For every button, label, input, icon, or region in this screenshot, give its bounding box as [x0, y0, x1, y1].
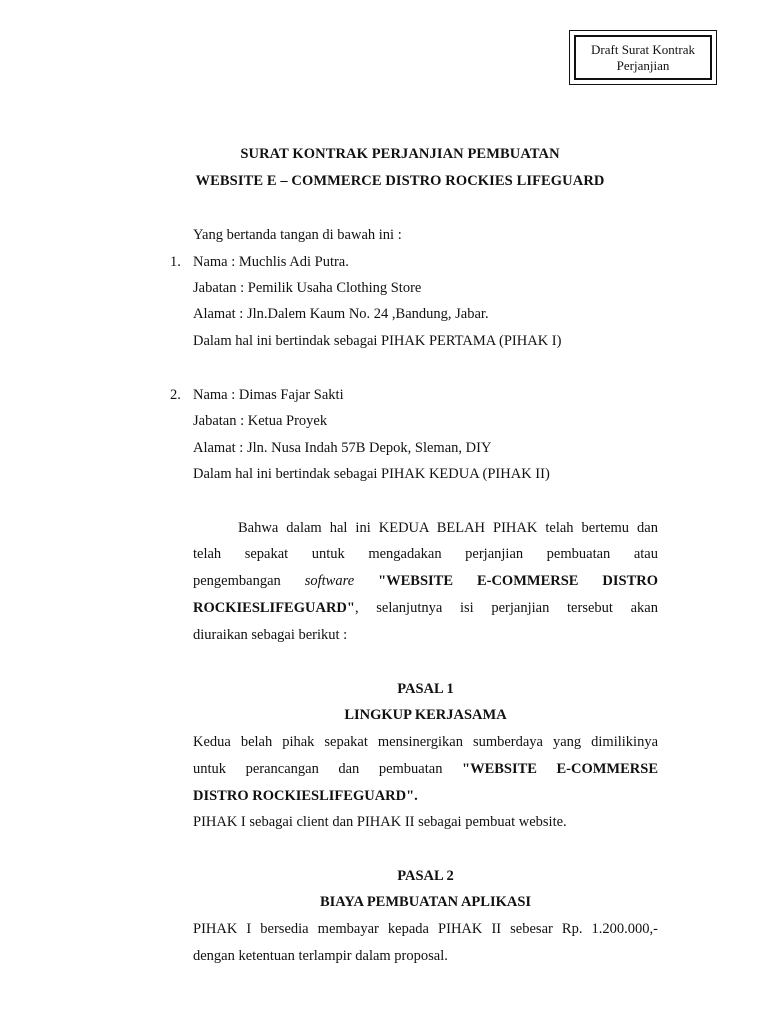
draft-label-box	[569, 30, 717, 85]
party2-jabatan: Jabatan : Ketua Proyek	[193, 413, 328, 429]
draft-label-inner	[574, 35, 712, 80]
pasal1-line3	[193, 788, 418, 805]
document-title-line1: SURAT KONTRAK PERJANJIAN PEMBUATAN	[240, 146, 560, 162]
pasal1-line1: Kedua belah pihak sepakat mensinergikan sumberdaya yang dimilikinya	[193, 734, 658, 750]
pasal1-subheading: LINGKUP KERJASAMA	[344, 707, 507, 723]
product-name-end: ROCKIESLIFEGUARD"	[193, 600, 355, 616]
pasal2-heading: PASAL 2	[397, 868, 454, 884]
product-name-start: "WEBSITE E-COMMERSE DISTRO	[378, 573, 658, 589]
party2-alamat: Alamat : Jln. Nusa Indah 57B Depok, Sleman, DIY	[193, 440, 492, 456]
party2-number: 2.	[170, 387, 181, 403]
pasal1-heading: PASAL 1	[397, 681, 454, 697]
preamble-line4	[193, 600, 658, 617]
pasal1-line2-a: untuk perancangan dan pembuatan	[193, 761, 443, 777]
party2-role: Dalam hal ini bertindak sebagai PIHAK KEDUA (PIHAK II)	[193, 466, 550, 482]
document-title-line2: WEBSITE E – COMMERCE DISTRO ROCKIES LIFEGUARD	[195, 173, 605, 189]
party1-role: Dalam hal ini bertindak sebagai PIHAK PERTAMA (PIHAK I)	[193, 333, 562, 349]
pasal1-line4: PIHAK I sebagai client dan PIHAK II sebagai pembuat website.	[193, 814, 567, 830]
pasal2-line2: dengan ketentuan terlampir dalam proposal.	[193, 948, 448, 964]
party1-number: 1.	[170, 254, 181, 270]
draft-label-line2: Perjanjian	[616, 57, 670, 73]
pasal1-line2	[193, 761, 658, 778]
preamble-line1: Bahwa dalam hal ini KEDUA BELAH PIHAK telah bertemu dan	[238, 520, 658, 536]
preamble-line3-a: pengembangan	[193, 573, 281, 589]
party1-alamat: Alamat : Jln.Dalem Kaum No. 24 ,Bandung, Jabar.	[193, 306, 489, 322]
preamble-line5: diuraikan sebagai berikut :	[193, 627, 348, 643]
party2-nama: Nama : Dimas Fajar Sakti	[193, 387, 344, 403]
draft-label-line1: Draft Surat Kontrak	[591, 41, 695, 57]
preamble-line4-b: , selanjutnya isi perjanjian tersebut akan	[354, 600, 658, 616]
preamble-line2: telah sepakat untuk mengadakan perjanjian pembuatan atau	[193, 546, 658, 562]
party1-nama: Nama : Muchlis Adi Putra.	[193, 254, 349, 270]
software-word: software	[304, 573, 355, 589]
pasal1-line2-b: "WEBSITE E-COMMERSE	[462, 761, 658, 777]
pasal2-subheading: BIAYA PEMBUATAN APLIKASI	[319, 894, 532, 910]
pasal2-line1: PIHAK I bersedia membayar kepada PIHAK II sebesar Rp. 1.200.000,-	[193, 921, 658, 937]
party1-jabatan: Jabatan : Pemilik Usaha Clothing Store	[193, 280, 422, 296]
preamble-line3	[193, 573, 658, 590]
pasal1-line3-bold: DISTRO ROCKIESLIFEGUARD".	[193, 788, 418, 804]
intro-text: Yang bertanda tangan di bawah ini :	[193, 227, 402, 243]
